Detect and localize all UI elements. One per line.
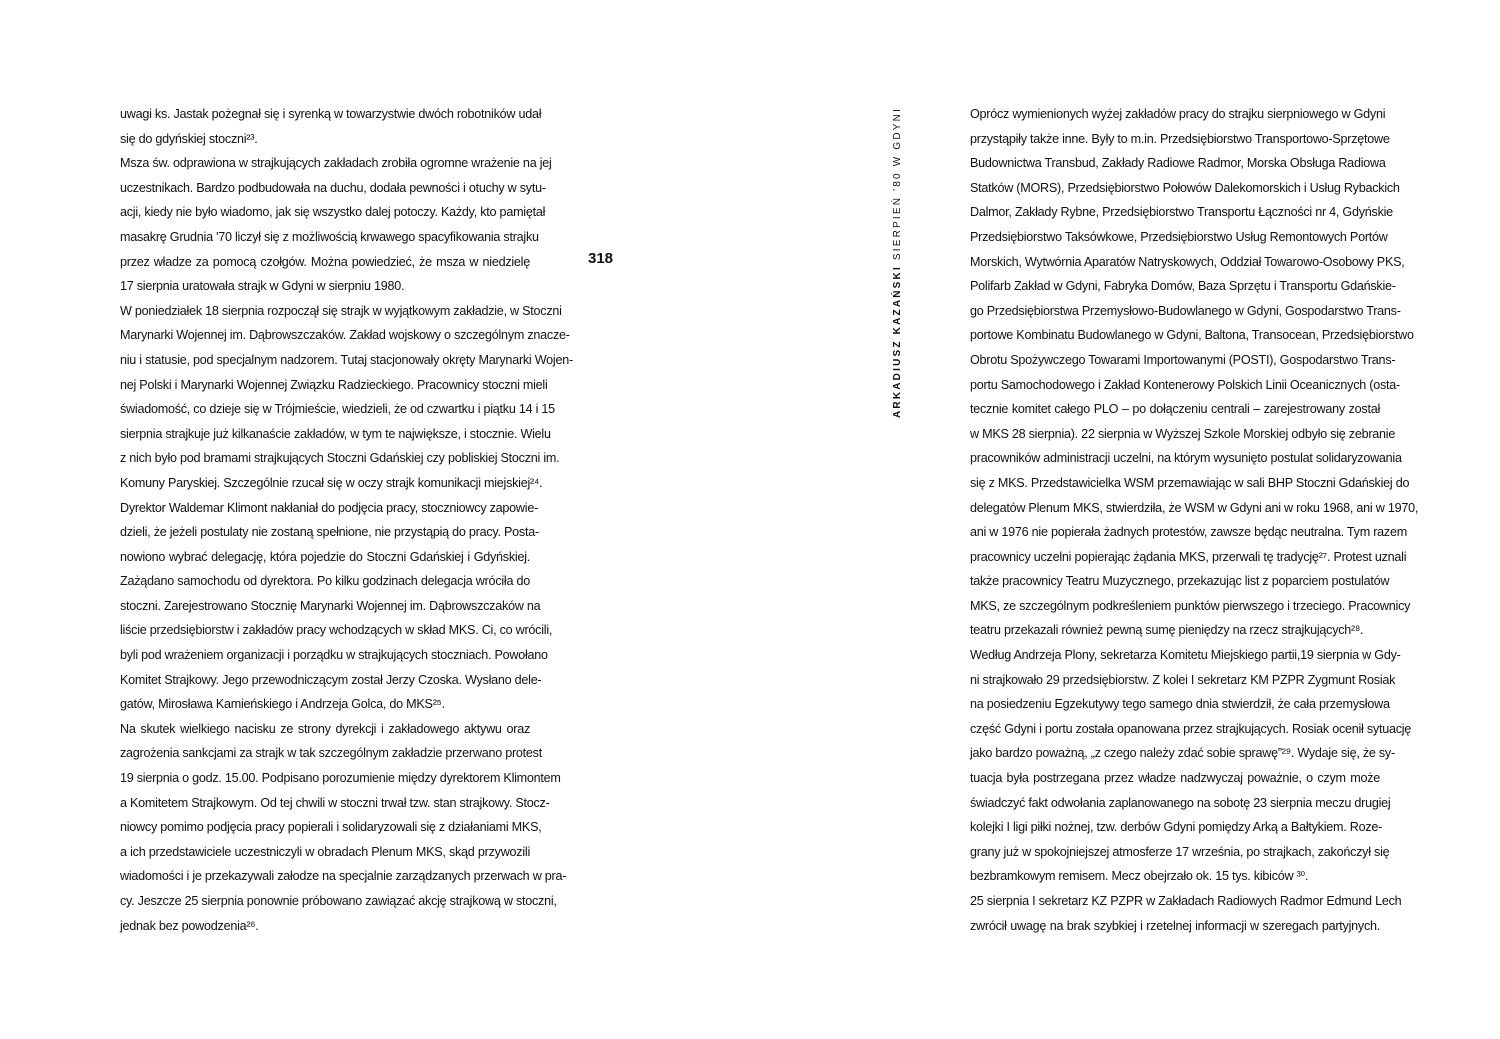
text-line: a Komitetem Strajkowym. Od tej chwili w stoczni trwał tzw. stan strajkowy. Stocz- (120, 795, 550, 810)
text-line: zwrócił uwagę na brak szybkiej i rzetelnej informacji w szeregach partyjnych. (970, 918, 1380, 933)
text-line: ni strajkowało 29 przedsiębiorstw. Z kolei I sekretarz KM PZPR Zygmunt Rosiak (970, 672, 1396, 687)
running-header-title: SIERPIEŃ '80 W GDYNI (892, 106, 903, 261)
text-line: stoczni. Zarejestrowano Stocznię Marynarki Wojennej im. Dąbrowszczaków na (120, 598, 541, 613)
text-line: liście przedsiębiorstw i zakładów pracy wchodzących w skład MKS. Ci, co wrócili, (120, 623, 553, 638)
text-line: Oprócz wymienionych wyżej zakładów pracy do strajku sierpniowego w Gdyni (970, 107, 1386, 121)
text-line: Budownictwa Transbud, Zakłady Radiowe Radmor, Morska Obsługa Radiowa (970, 156, 1386, 171)
text-line: portowe Kombinatu Budowlanego w Gdyni, Baltona, Transocean, Przedsiębiorstwo (970, 328, 1414, 343)
text-line: go Przedsiębiorstwa Przemysłowo-Budowlanego w Gdyni, Gospodarstwo Trans- (970, 303, 1401, 318)
text-line: a ich przedstawiciele uczestniczyli w obradach Plenum MKS, skąd przywozili (120, 844, 530, 859)
text-line: w MKS 28 sierpnia). 22 sierpnia w Wyższej Szkole Morskiej odbyło się zebranie (970, 426, 1396, 441)
text-line: tecznie komitet całego PLO – po dołączeniu centrali – zarejestrowany został (970, 402, 1380, 417)
text-line: na posiedzeniu Egzekutywy tego samego dnia stwierdził, że cała przemysłowa (970, 697, 1390, 712)
text-line: ani w 1976 nie popierała żadnych protestów, zawsze będąc neutralna. Tym razem (970, 525, 1407, 540)
page-number: 318 (588, 250, 614, 267)
text-line: przystąpiły także inne. Były to m.in. Przedsiębiorstwo Transportowo-Sprzętowe (970, 131, 1390, 146)
text-line: się do gdyńskiej stoczni²³. (120, 131, 258, 146)
text-line: Msza św. odprawiona w strajkujących zakładach zrobiła ogromne wrażenie na jej (120, 156, 552, 171)
text-line: Według Andrzeja Plony, sekretarza Komitetu Miejskiego partii,19 sierpnia w Gdy- (970, 648, 1401, 663)
text-line: 25 sierpnia I sekretarz KZ PZPR w Zakładach Radiowych Radmor Edmund Lech (970, 894, 1402, 908)
text-line: Dalmor, Zakłady Rybne, Przedsiębiorstwo Transportu Łączności nr 4, Gdyńskie (970, 205, 1393, 220)
text-line: część Gdyni i portu została opanowana przez strajkujących. Rosiak ocenił sytuację (970, 721, 1412, 736)
text-line: wiadomości i je przekazywali załodze na specjalnie zarządzanych przerwach w pra- (120, 869, 567, 884)
text-line: tuacja była postrzegana przez władze nadzwyczaj poważnie, o czym może (970, 771, 1380, 786)
text-line: jednak bez powodzenia²⁶. (120, 918, 259, 933)
text-line: cy. Jeszcze 25 sierpnia ponownie próbowano zawiązać akcję strajkową w stoczni, (120, 894, 557, 908)
text-line: dzieli, że jeżeli postulaty nie zostaną spełnione, nie przystąpią do pracy. Posta- (120, 525, 539, 540)
text-line: Morskich, Wytwórnia Aparatów Natryskowych, Oddział Towarowo-Osobowy PKS, (970, 254, 1405, 269)
text-line: Marynarki Wojennej im. Dąbrowszczaków. Zakład wojskowy o szczególnym znacze- (120, 328, 570, 343)
text-line: gatów, Mirosława Kamieńskiego i Andrzeja Golca, do MKS²⁵. (120, 697, 445, 712)
running-header (892, 107, 903, 418)
text-line: MKS, ze szczególnym podkreśleniem punktów pierwszego i trzeciego. Pracownicy (970, 598, 1411, 613)
left-text-column (120, 102, 573, 938)
text-line: niu i statusie, pod specjalnym nadzorem. Tutaj stacjonowały okręty Marynarki Wojen- (120, 352, 573, 367)
text-line: Obrotu Spożywczego Towarami Importowanymi (POSTI), Gospodarstwo Trans- (970, 352, 1396, 367)
text-line: acji, kiedy nie było wiadomo, jak się wszystko dalej potoczy. Każdy, kto pamiętał (120, 205, 546, 220)
text-line: delegatów Plenum MKS, stwierdziła, że WSM w Gdyni ani w roku 1968, ani w 1970, (970, 500, 1419, 515)
text-line: 17 sierpnia uratowała strajk w Gdyni w sierpniu 1980. (120, 279, 405, 294)
text-line: uwagi ks. Jastak pożegnał się i syrenką w towarzystwie dwóch robotników udał (120, 107, 542, 121)
text-line: masakrę Grudnia '70 liczył się z możliwością krwawego spacyfikowania strajku (120, 229, 539, 244)
text-line: świadomość, co dzieje się w Trójmieście, wiedzieli, że od czwartku i piątku 14 i 15 (120, 402, 555, 417)
text-line: zagrożenia sankcjami za strajk w tak szczególnym zakładzie przerwano protest (120, 746, 542, 761)
text-line: świadczyć fakt odwołania zaplanowanego na sobotę 23 sierpnia meczu drugiej (970, 795, 1391, 810)
text-line: Dyrektor Waldemar Klimont nakłaniał do podjęcia pracy, stoczniowcy zapowie- (120, 500, 539, 515)
text-line: Na skutek wielkiego nacisku ze strony dyrekcji i zakładowego aktywu oraz (120, 721, 530, 736)
text-line: jako bardzo poważną, „z czego należy zdać sobie sprawę”²⁹. Wydaje się, że sy- (970, 746, 1395, 761)
text-line: 19 sierpnia o godz. 15.00. Podpisano porozumienie między dyrektorem Klimontem (120, 771, 561, 786)
text-line: grany już w spokojniejszej atmosferze 17 września, po strajkach, zakończył się (970, 844, 1390, 859)
text-line: uczestnikach. Bardzo podbudowała na duchu, dodała pewności i otuchy w sytu- (120, 180, 546, 195)
text-line: niowcy pomimo podjęcia pracy popierali i solidaryzowali się z działaniami MKS, (120, 820, 542, 835)
text-line: także pracownicy Teatru Muzycznego, przekazując list z poparciem postulatów (970, 574, 1390, 589)
text-line: Polifarb Zakład w Gdyni, Fabryka Domów, Baza Sprzętu i Transportu Gdańskie- (970, 279, 1396, 294)
right-text-column (970, 102, 1419, 938)
text-line: sierpnia strajkuje już kilkanaście zakładów, w tym te największe, i stocznie. Wielu (120, 426, 551, 441)
text-line: Przedsiębiorstwo Taksówkowe, Przedsiębiorstwo Usług Remontowych Portów (970, 229, 1388, 244)
text-line: Statków (MORS), Przedsiębiorstwo Połowów Dalekomorskich i Usług Rybackich (970, 180, 1400, 195)
text-line: przez władze za pomocą czołgów. Można powiedzieć, że msza w niedzielę (120, 254, 530, 269)
text-line: Komuny Paryskiej. Szczególnie rzucał się w oczy strajk komunikacji miejskiej²⁴. (120, 475, 543, 490)
text-line: Komitet Strajkowy. Jego przewodniczącym został Jerzy Czoska. Wysłano dele- (120, 672, 542, 687)
text-line: byli pod wrażeniem organizacji i porządku w strajkujących stoczniach. Powołano (120, 648, 548, 663)
text-line: nowiono wybrać delegację, która pojedzie do Stoczni Gdańskiej i Gdyńskiej. (120, 549, 530, 564)
text-line: kolejki I ligi piłki nożnej, tzw. derbów Gdyni pomiędzy Arką a Bałtykiem. Roze- (970, 820, 1383, 835)
text-line: się z MKS. Przedstawicielka WSM przemawiając w sali BHP Stoczni Gdańskiej do (970, 475, 1410, 490)
text-line: bezbramkowym remisem. Mecz obejrzało ok. 15 tys. kibiców ³⁰. (970, 869, 1309, 884)
text-line: portu Samochodowego i Zakład Kontenerowy Polskich Linii Oceanicznych (osta- (970, 377, 1400, 392)
text-line: pracowników administracji uczelni, na którym wysunięto postulat solidaryzowania (970, 451, 1402, 466)
text-line: z nich było pod bramami strajkujących Stoczni Gdańskiej czy pobliskiej Stoczni im. (120, 451, 560, 466)
running-header-author: ARKADIUSZ KAZAŃSKI (892, 265, 903, 418)
text-line: teatru przekazali również pewną sumę pieniędzy na rzecz strajkujących²⁸. (970, 623, 1364, 638)
text-line: Zażądano samochodu od dyrektora. Po kilku godzinach delegacja wróciła do (120, 574, 530, 589)
text-line: nej Polski i Marynarki Wojennej Związku Radzieckiego. Pracownicy stoczni mieli (120, 377, 548, 392)
text-line: W poniedziałek 18 sierpnia rozpoczął się strajk w wyjątkowym zakładzie, w Stoczni (120, 303, 562, 318)
text-line: pracownicy uczelni popierając żądania MKS, przerwali tę tradycję²⁷. Protest uznali (970, 549, 1407, 564)
